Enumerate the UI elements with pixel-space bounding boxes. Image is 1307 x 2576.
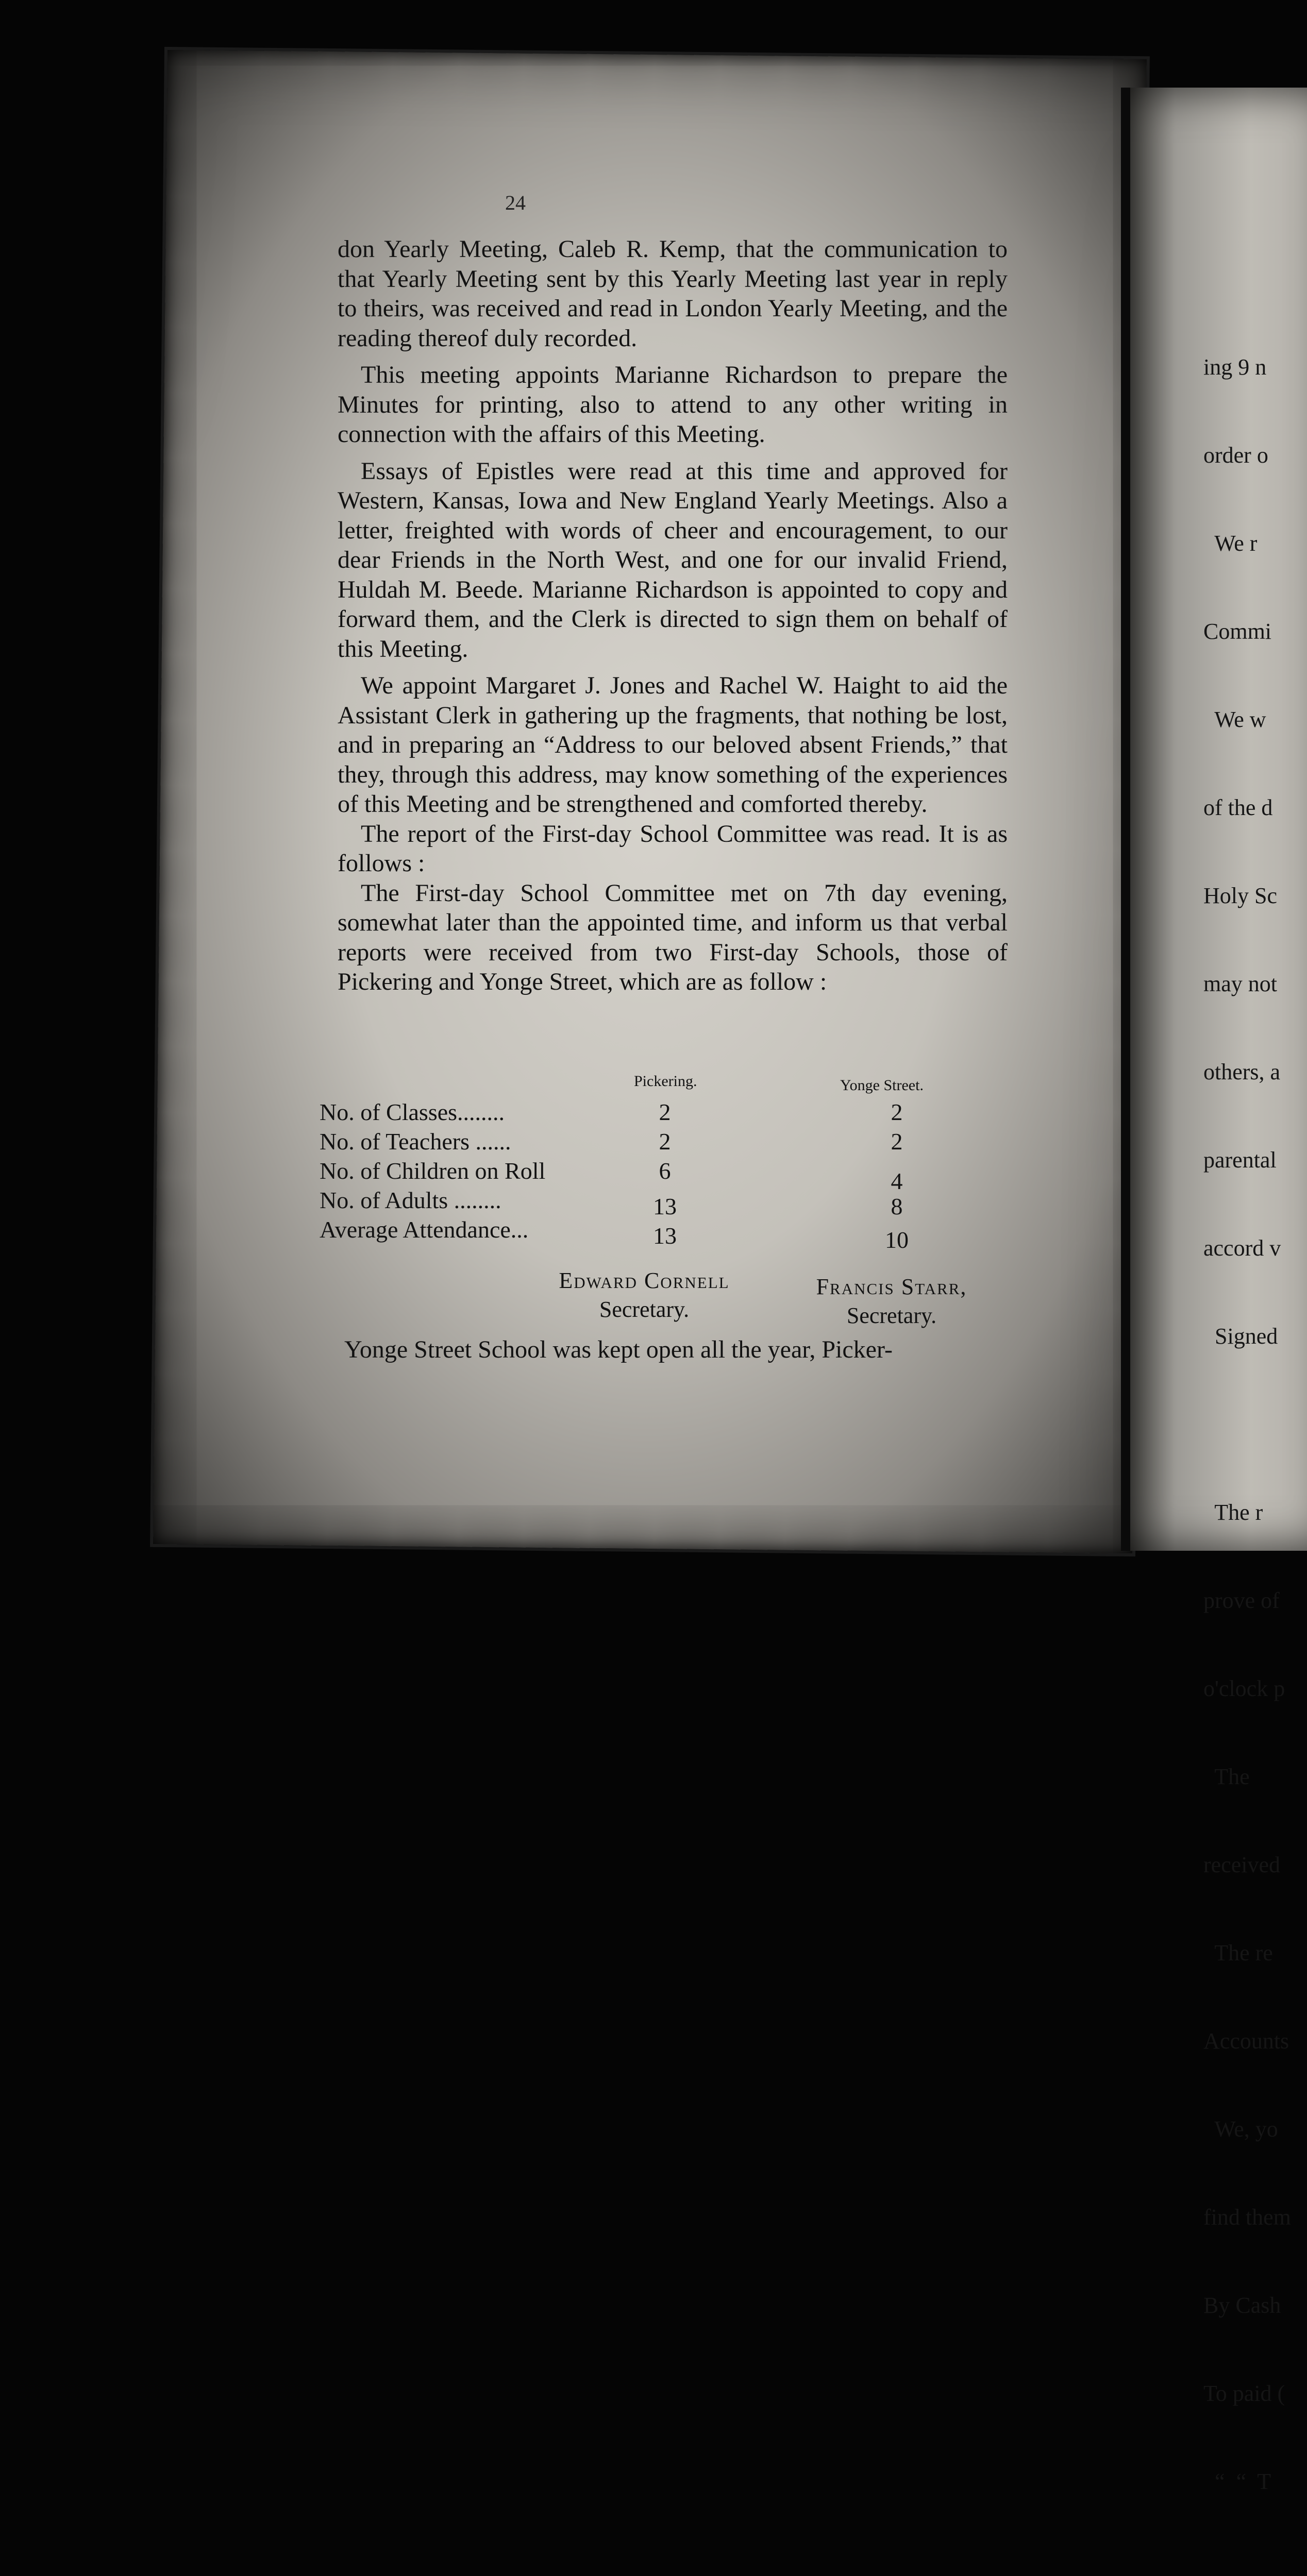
right-line: The [1203,1764,1250,1789]
table-row [320,1128,1170,1157]
right-line: Signed [1203,1324,1278,1349]
yonge-value: 2 [891,1099,903,1125]
pickering-value: 13 [653,1223,677,1249]
right-line: We, yo [1203,2116,1278,2142]
pickering-value: 6 [659,1158,671,1184]
paragraph-3: Essays of Epistles were read at this time and approved for Western, Kansas, Iowa and New England Yearly Meetings. Also a letter, freighted with words of cheer and encouragement, to our dear Friends in the North West, and one for our invalid Friend, Huldah M. Beede. Marianne Richardson is appointed to copy and forward them, and the Clerk is directed to sign them on behalf of this Meeting. [338,457,1008,663]
pickering-value: 13 [653,1193,677,1219]
right-line: By Cash [1203,2293,1281,2318]
signature-edward-cornell [526,1266,763,1324]
yonge-value: 4 [891,1168,903,1194]
paragraph-5: The report of the First-day School Committee was read. It is as follows : [338,820,1008,877]
signature-title: Secretary. [599,1297,690,1322]
right-line: To paid ( [1203,2381,1285,2406]
col-header-yonge: Yonge Street. [840,1077,924,1094]
right-line [1203,1410,1294,1439]
right-line [1203,2555,1294,2576]
yonge-value: 10 [885,1227,909,1253]
right-line: others, a [1203,1059,1281,1084]
row-label: No. of Children on Roll [320,1158,546,1184]
row-label: No. of Classes........ [320,1099,505,1125]
right-line: Holy Sc [1203,883,1277,908]
right-line: order o [1203,443,1268,468]
pickering-value: 2 [659,1099,671,1125]
table-row [320,1157,1170,1194]
last-line: Yonge Street School was kept open all the year, Picker- [344,1336,893,1363]
signature-title: Secretary. [846,1303,937,1328]
table-row [320,1216,1170,1253]
right-line: may not [1203,971,1277,996]
yonge-value: 2 [891,1128,903,1155]
pickering-value: 2 [659,1128,671,1155]
book-gutter [1121,88,1130,1551]
row-label: No. of Adults ........ [320,1187,501,1213]
right-line: find them [1203,2205,1291,2230]
right-line: of the d [1203,795,1273,820]
right-line: prove of [1203,1588,1280,1613]
right-line: received [1203,1852,1280,1877]
right-line: Accounts [1203,2028,1289,2054]
row-label: No. of Teachers ...... [320,1128,511,1155]
right-line: The re [1203,1940,1273,1965]
right-line: accord v [1203,1235,1281,1261]
signature-name: Francis Starr, [816,1274,967,1299]
right-line: parental [1203,1147,1277,1173]
right-line: The r [1203,1500,1263,1525]
paragraph-4: We appoint Margaret J. Jones and Rachel W. Haight to aid the Assistant Clerk in gathering up the fragments, that nothing be lost, and in preparing an “Address to our beloved absent Friends,” that they, through this address, may know something of the experiences of this Meeting and be strengthened and comforted thereby. [338,672,1008,818]
right-line: We w [1203,707,1266,732]
right-line: Commi [1203,619,1272,644]
right-line: We r [1203,531,1258,556]
paragraph-1: don Yearly Meeting, Caleb R. Kemp, that the communication to that Yearly Meeting sent by this Yearly Meeting last year in reply to theirs, was received and read in London Yearly Meeting, and the reading thereof duly recorded. [338,235,1008,352]
right-line: “ “ T [1203,2469,1271,2494]
right-line: o'clock p [1203,1676,1285,1701]
table-row [320,1098,1170,1128]
page-body [338,234,1008,997]
paragraph-6: The First-day School Committee met on 7th day evening, somewhat later than the appointed time, and inform us that verbal reports were received from two First-day Schools, those of Pickering and Yonge Street, which are as follow : [338,879,1008,995]
right-page-fragment [1203,294,1294,2576]
row-label: Average Attendance... [320,1216,529,1243]
page-number: 24 [505,191,526,214]
signature-name: Edward Cornell [559,1268,730,1293]
paragraph-2: This meeting appoints Marianne Richardson to prepare the Minutes for printing, also to attend to any other writing in connection with the affairs of this Meeting. [338,361,1008,448]
right-line: ing 9 n [1203,354,1267,380]
table-row [320,1187,1170,1219]
signature-francis-starr [789,1273,995,1330]
col-header-pickering: Pickering. [634,1073,697,1090]
yonge-value: 8 [891,1193,903,1219]
